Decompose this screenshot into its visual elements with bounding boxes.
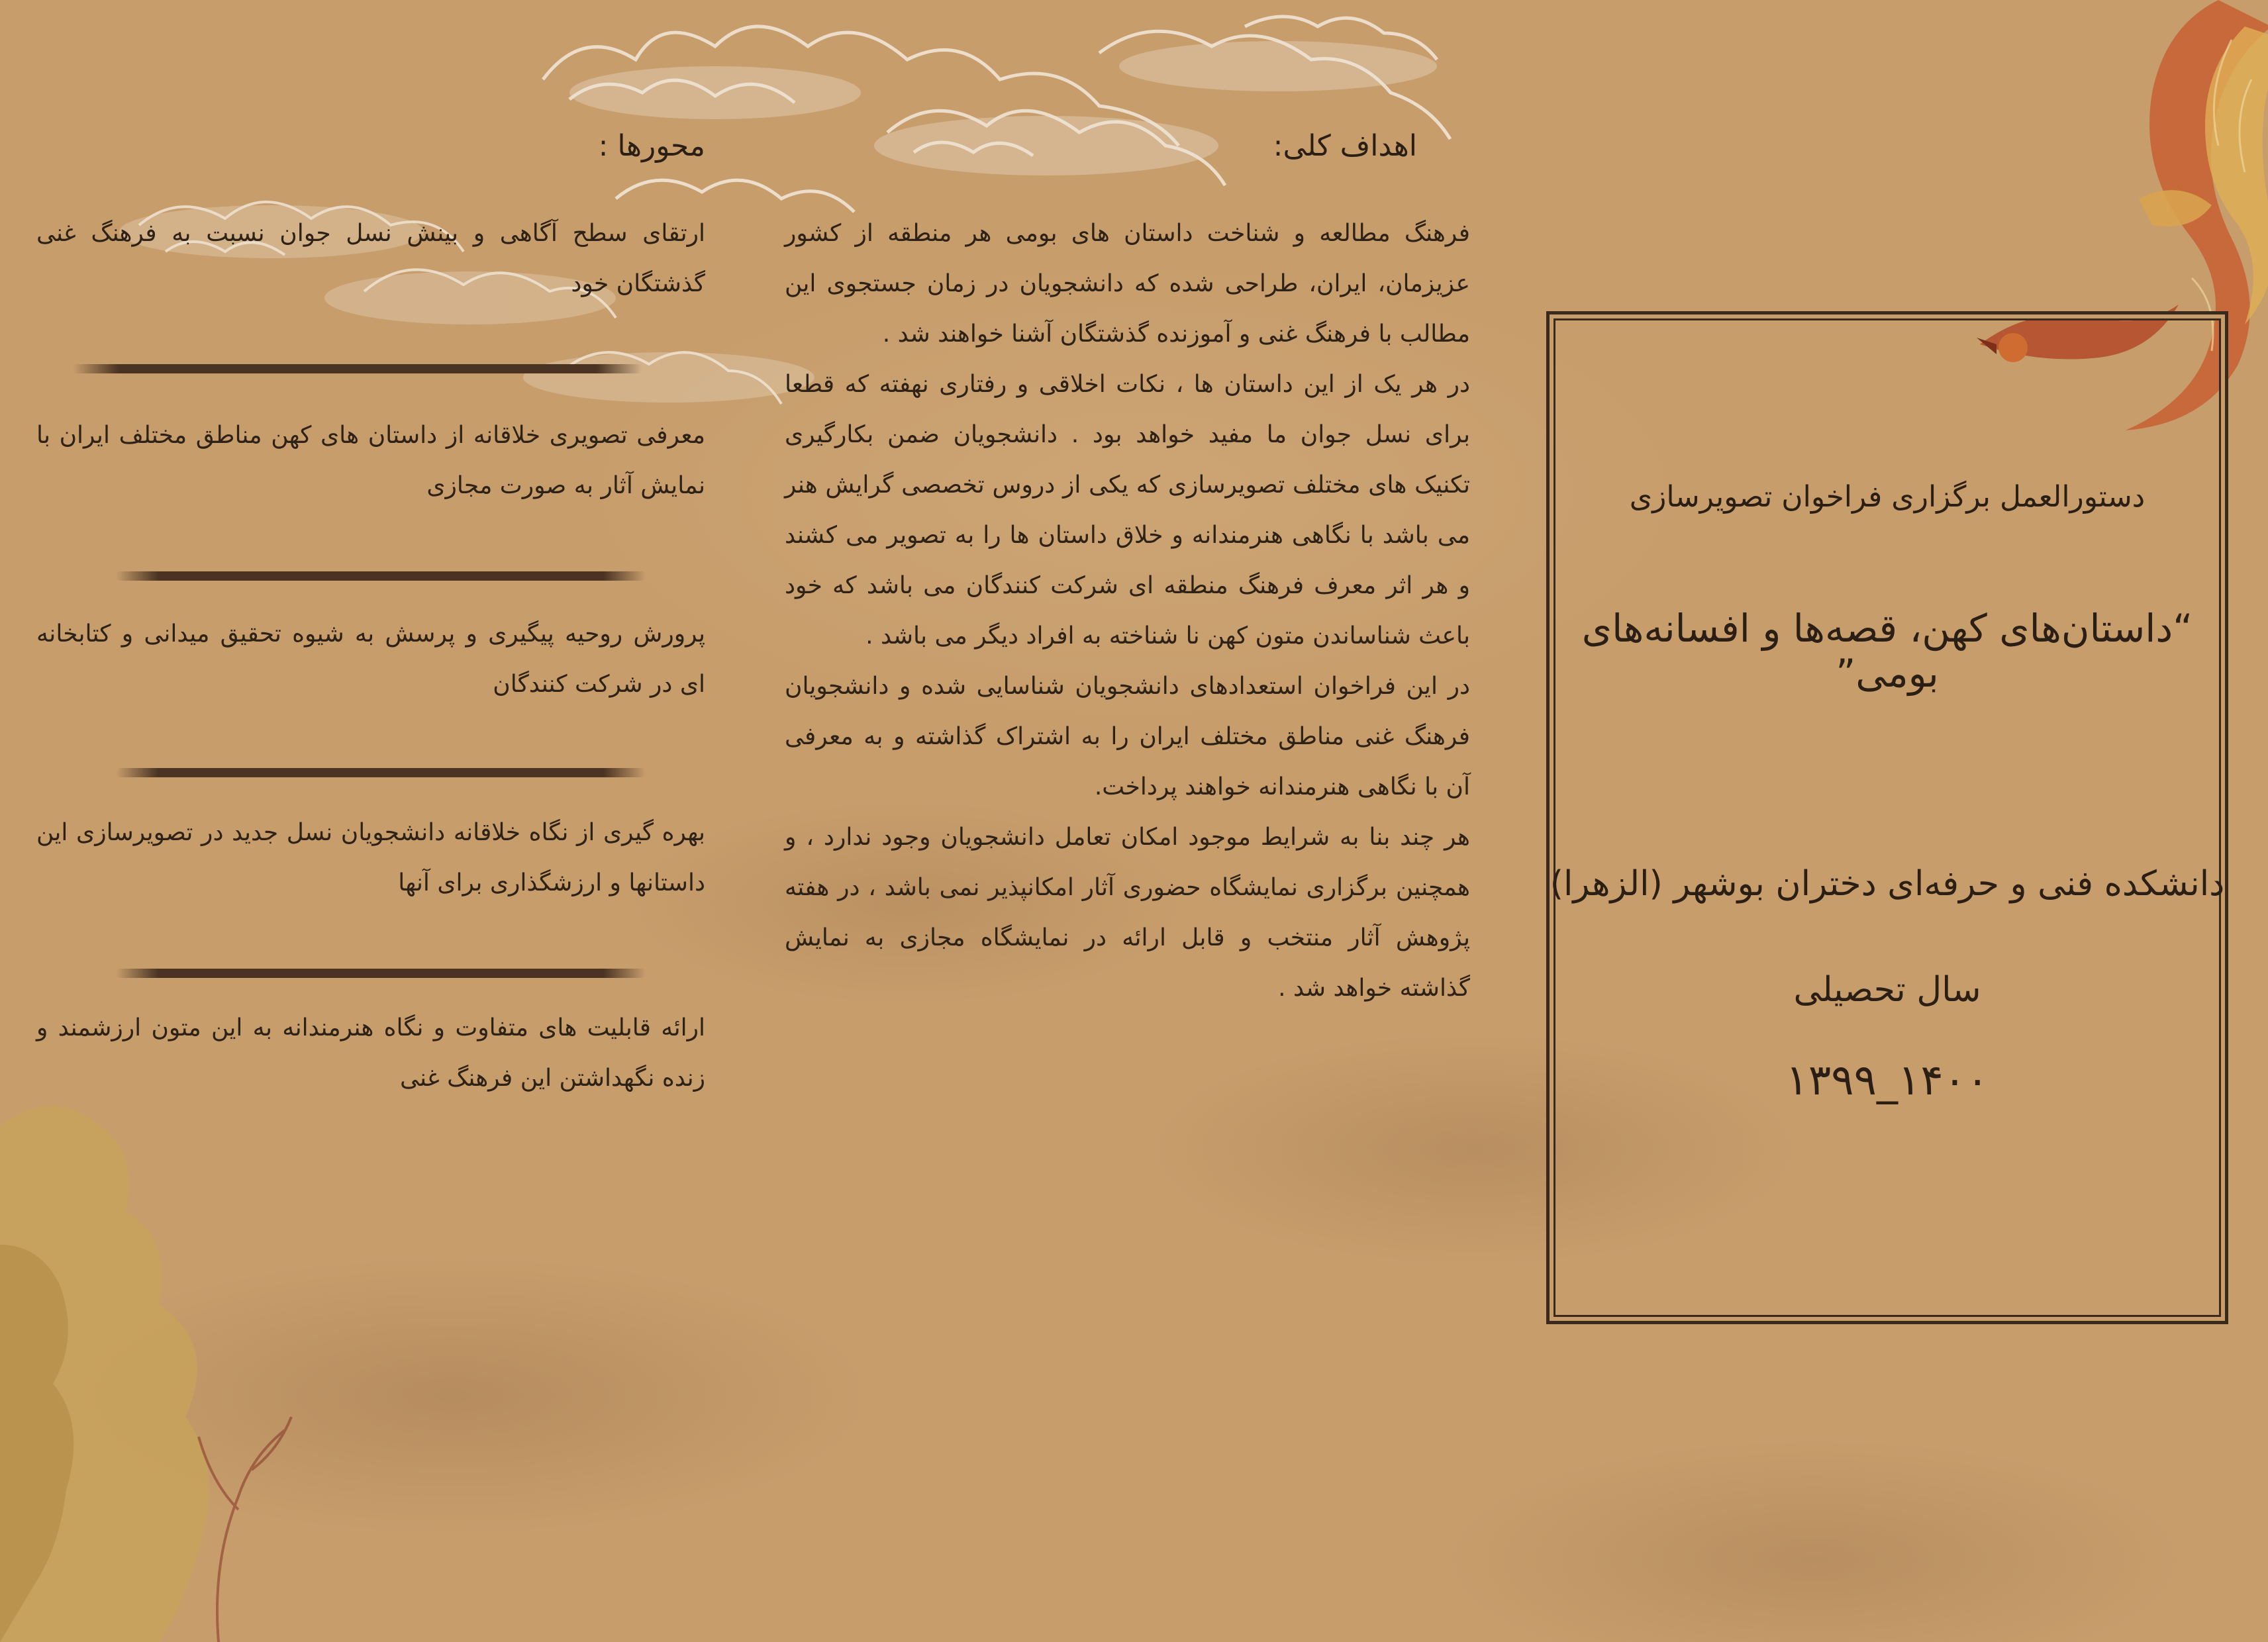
divider-1 (73, 364, 642, 373)
axis-item-3: پرورش روحیه پیگیری و پرسش به شیوه تحقیق میدانی و کتابخانه ای در شرکت کنندگان (36, 620, 705, 698)
goals-paragraph-4: هر چند بنا به شرایط موجود امکان تعامل دانشجویان وجود ندارد ، و همچنین برگزاری نمایشگاه حضوری آثار امکانپذیر نمی باشد ، در هفته پژوهش آثار منتخب و قابل ارائه در نمایشگاه مجازی به نمایش گذاشته خواهد شد . (785, 824, 1470, 1002)
axis-item-5: ارائه قابلیت های متفاوت و نگاه هنرمندانه به این متون ارزشمند و زنده نگهداشتن این فرهنگ غنی (36, 1014, 705, 1092)
college-name: دانشکده فنی و حرفه‌ای دختران بوشهر (الزهرا) (1550, 864, 2225, 904)
academic-year-value: ۱۴۰۰_۱۳۹۹ (1785, 1056, 1989, 1105)
title-theme: “داستان‌های کهن، قصه‌ها و افسانه‌های بومی” (1581, 606, 2193, 696)
academic-year-label: سال تحصیلی (1793, 970, 1981, 1010)
axis-item-4: بهره گیری از نگاه خلاقانه دانشجویان نسل جدید در تصویرسازی این داستانها و ارزشگذاری برای آنها (36, 819, 705, 896)
goals-paragraph-2: در هر یک از این داستان ها ، نکات اخلاقی و رفتاری نهفته که قطعا برای نسل جوان ما مفید خواهد بود . دانشجویان ضمن بکارگیری تکنیک های مختلف تصویرسازی که یکی از دروس تخصصی گرایش هنر می باشد با نگاهی هنرمندانه و خلاق داستان ها را به تصویر می کشند و هر اثر معرف فرهنگ منطقه ای شرکت کنندگان می باشد که خود باعث شناساندن متون کهن نا شناخته به افراد دیگر می باشد . (785, 371, 1470, 650)
title-guideline: دستورالعمل برگزاری فراخوان تصویرسازی (1629, 480, 2145, 514)
divider-4 (116, 969, 646, 978)
goals-paragraph-1: فرهنگ مطالعه و شناخت داستان های بومی هر منطقه از کشور عزیزمان، ایران، طراحی شده که دانشجویان در زمان جستجوی این مطالب با فرهنگ غنی و آموزنده گذشتگان آشنا خواهند شد . (785, 220, 1470, 348)
divider-2 (116, 571, 646, 581)
axes-heading: محورها : (598, 129, 705, 163)
goals-heading: اهداف کلی: (1273, 129, 1417, 163)
title-frame (1546, 311, 2228, 1324)
axis-item-1: ارتقای سطح آگاهی و بینش نسل جوان نسبت به فرهنگ غنی گذشتگان خود (36, 220, 705, 297)
axis-item-2: معرفی تصویری خلاقانه از داستان های کهن مناطق مختلف ایران با نمایش آثار به صورت مجازی (36, 422, 705, 499)
rock-tree-icon (0, 1046, 344, 1642)
divider-3 (116, 768, 646, 777)
goals-body (785, 209, 1470, 1014)
goals-paragraph-3: در این فراخوان استعدادهای دانشجویان شناسایی شده و دانشجویان فرهنگ غنی مناطق مختلف ایران را به اشتراک گذاشته و به معرفی آن با نگاهی هنرمندانه خواهند پرداخت. (785, 673, 1470, 800)
